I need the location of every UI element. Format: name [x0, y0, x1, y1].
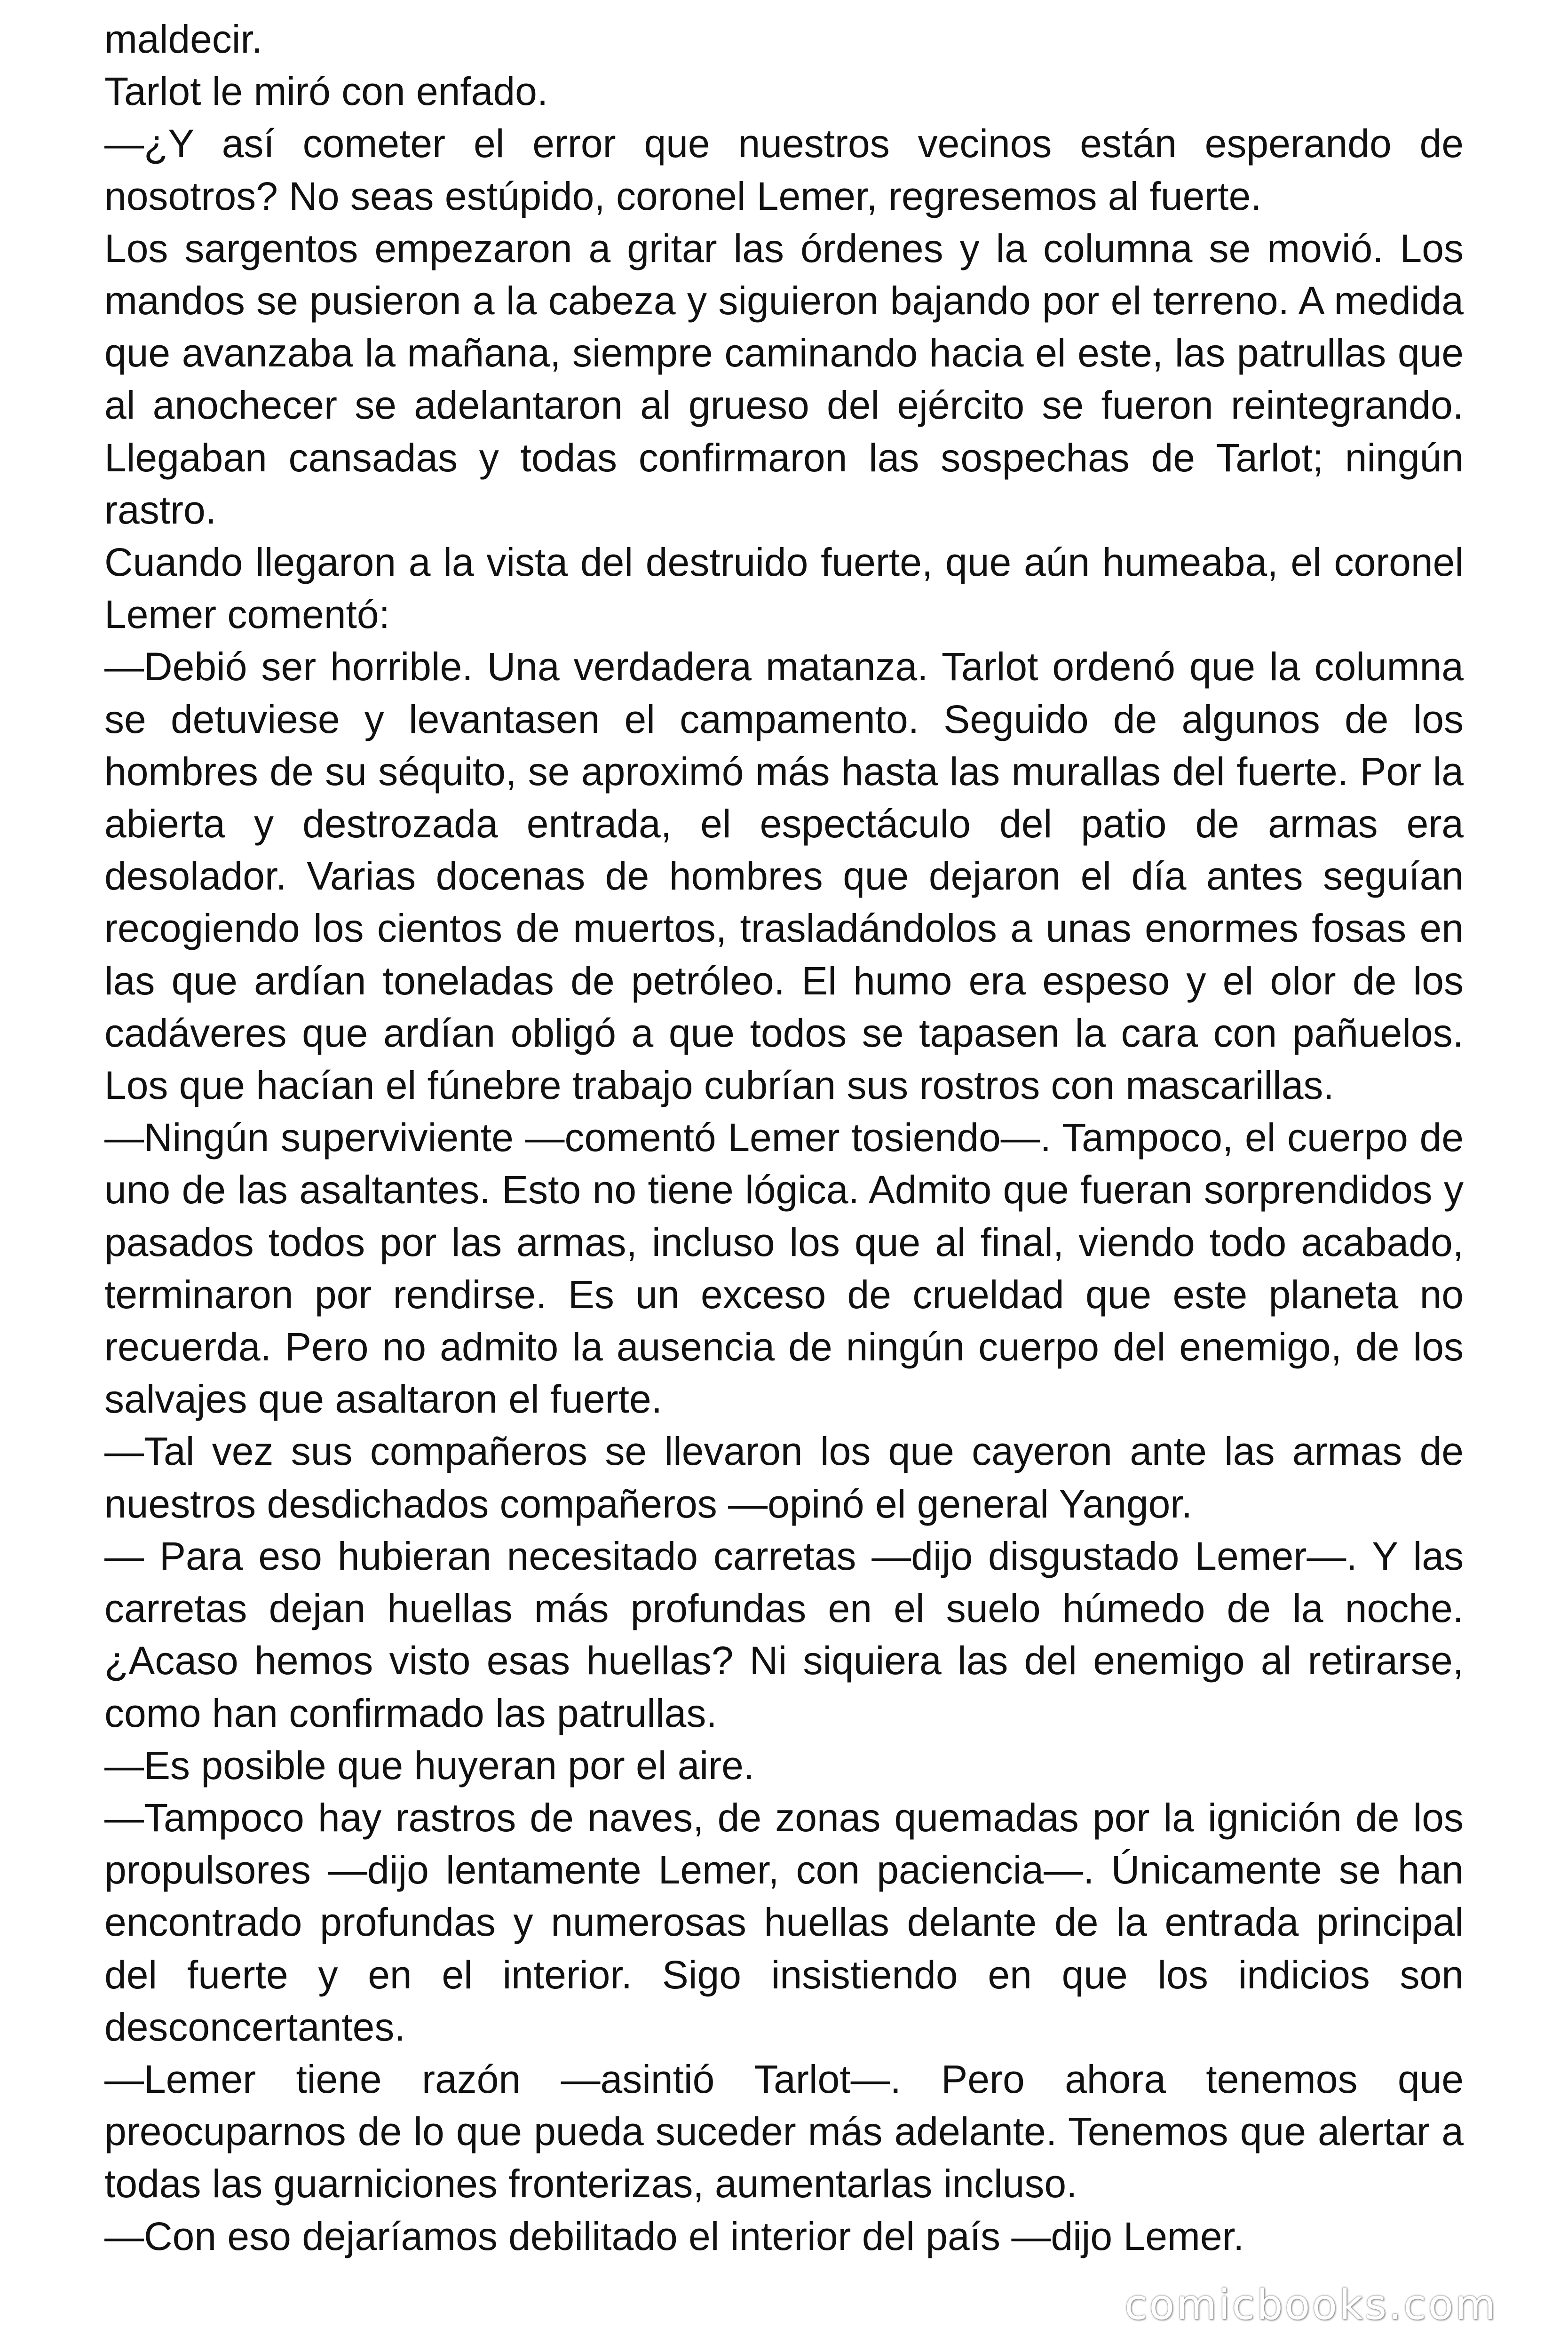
paragraph: —Tal vez sus compañeros se llevaron los que cayeron ante las armas de nuestros desdichados compañeros —opinó el general Yangor.: [104, 1429, 1464, 1526]
paragraph: — Para eso hubieran necesitado carretas —dijo disgustado Lemer—. Y las carretas dejan huellas más profundas en el suelo húmedo de la noche. ¿Acaso hemos visto esas huellas? Ni siquiera las del enemigo al retirarse, como han confirmado las patrullas.: [104, 1534, 1464, 1735]
paragraph: —Tampoco hay rastros de naves, de zonas quemadas por la ignición de los propulsores —dijo lentamente Lemer, con paciencia—. Únicamente se han encontrado profundas y numerosas huellas delante de la entrada principal del fuerte y en el interior. Sigo insistiendo en que los indicios son desconcertantes.: [104, 1795, 1464, 2049]
paragraph: —Ningún superviviente —comentó Lemer tosiendo—. Tampoco, el cuerpo de uno de las asaltantes. Esto no tiene lógica. Admito que fueran sorprendidos y pasados todos por las armas, incluso los que al final, viendo todo acabado, terminaron por rendirse. Es un exceso de crueldad que este planeta no recuerda. Pero no admito la ausencia de ningún cuerpo del enemigo, de los salvajes que asaltaron el fuerte.: [104, 1115, 1464, 1422]
paragraph: —Con eso dejaríamos debilitado el interior del país —dijo Lemer.: [104, 2214, 1244, 2258]
paragraph: Tarlot le miró con enfado.: [104, 69, 548, 114]
paragraph: Cuando llegaron a la vista del destruido fuerte, que aún humeaba, el coronel Lemer comentó:: [104, 540, 1464, 637]
paragraph: —Debió ser horrible. Una verdadera matanza. Tarlot ordenó que la columna se detuviese y levantasen el campamento. Seguido de algunos de los hombres de su séquito, se aproximó más hasta las murallas del fuerte. Por la abierta y destrozada entrada, el espectáculo del patio de armas era desolador. Varias docenas de hombres que dejaron el día antes seguían recogiendo los cientos de muertos, trasladándolos a unas enormes fosas en las que ardían toneladas de petróleo. El humo era espeso y el olor de los cadáveres que ardían obligó a que todos se tapasen la cara con pañuelos. Los que hacían el fúnebre trabajo cubrían sus rostros con mascarillas.: [104, 644, 1464, 1108]
page-body: [104, 13, 1464, 2263]
paragraph: Los sargentos empezaron a gritar las órdenes y la columna se movió. Los mandos se pusieron a la cabeza y siguieron bajando por el terreno. A medida que avanzaba la mañana, siempre caminando hacia el este, las patrullas que al anochecer se adelantaron al grueso del ejército se fueron reintegrando. Llegaban cansadas y todas confirmaron las sospechas de Tarlot; ningún rastro.: [104, 226, 1464, 532]
paragraph: maldecir.: [104, 17, 263, 61]
paragraph: —Es posible que huyeran por el aire.: [104, 1743, 755, 1788]
paragraph: —Lemer tiene razón —asintió Tarlot—. Pero ahora tenemos que preocuparnos de lo que pueda suceder más adelante. Tenemos que alertar a todas las guarniciones fronterizas, aumentarlas incluso.: [104, 2057, 1464, 2206]
watermark-logo: comicbooks.com: [1124, 2280, 1497, 2329]
paragraph: —¿Y así cometer el error que nuestros vecinos están esperando de nosotros? No seas estúpido, coronel Lemer, regresemos al fuerte.: [104, 121, 1464, 218]
